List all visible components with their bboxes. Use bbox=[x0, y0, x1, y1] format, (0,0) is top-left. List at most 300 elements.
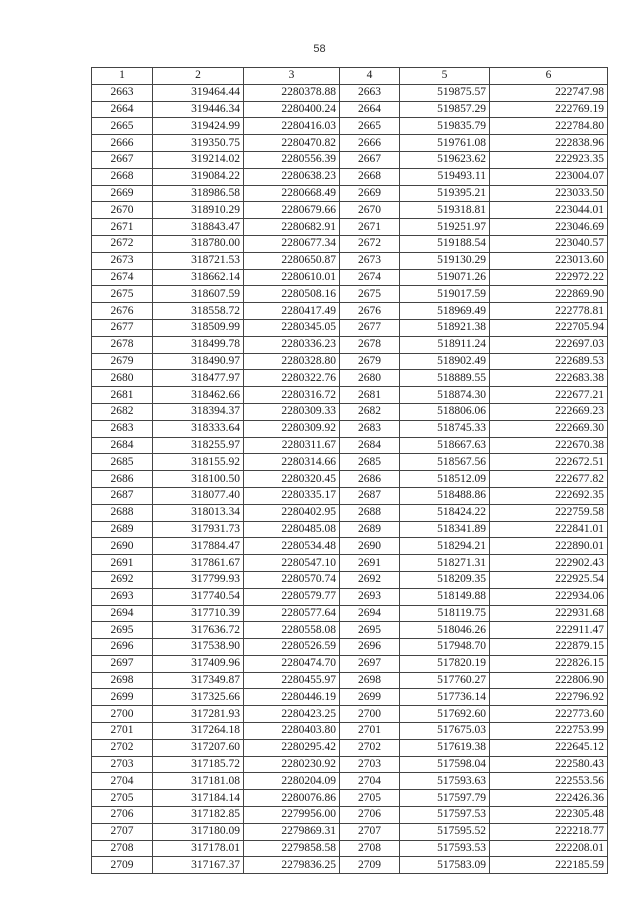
table-cell: 2689 bbox=[92, 521, 153, 538]
table-row bbox=[92, 370, 608, 387]
table-cell: 2681 bbox=[92, 387, 153, 404]
column-header: 1 bbox=[92, 68, 153, 85]
table-cell: 2680 bbox=[340, 370, 400, 387]
table-cell: 2698 bbox=[340, 672, 400, 689]
table-cell: 223004.07 bbox=[490, 168, 608, 185]
table-cell: 2701 bbox=[92, 723, 153, 740]
table-cell: 318910.29 bbox=[153, 202, 244, 219]
table-row bbox=[92, 319, 608, 336]
table-cell: 318558.72 bbox=[153, 303, 244, 320]
table-cell: 2700 bbox=[92, 706, 153, 723]
table-cell: 517597.53 bbox=[400, 807, 490, 824]
table-cell: 2674 bbox=[340, 269, 400, 286]
table-cell: 2693 bbox=[340, 588, 400, 605]
table-cell: 223040.57 bbox=[490, 235, 608, 252]
table-cell: 222911.47 bbox=[490, 622, 608, 639]
table-cell: 518874.30 bbox=[400, 387, 490, 404]
table-cell: 223046.69 bbox=[490, 219, 608, 236]
table-cell: 2664 bbox=[92, 101, 153, 118]
table-row bbox=[92, 739, 608, 756]
table-cell: 318499.78 bbox=[153, 336, 244, 353]
table-row bbox=[92, 807, 608, 824]
table-cell: 222669.23 bbox=[490, 403, 608, 420]
table-cell: 223013.60 bbox=[490, 252, 608, 269]
table-cell: 2671 bbox=[340, 219, 400, 236]
table-cell: 2279869.31 bbox=[244, 823, 340, 840]
table-cell: 518424.22 bbox=[400, 504, 490, 521]
table-cell: 2280526.59 bbox=[244, 639, 340, 656]
table-row bbox=[92, 269, 608, 286]
table-row bbox=[92, 168, 608, 185]
table-cell: 519835.79 bbox=[400, 118, 490, 135]
table-row bbox=[92, 437, 608, 454]
table-row bbox=[92, 185, 608, 202]
table-cell: 317180.09 bbox=[153, 823, 244, 840]
table-cell: 519130.29 bbox=[400, 252, 490, 269]
table-row bbox=[92, 605, 608, 622]
table-row bbox=[92, 840, 608, 857]
table-cell: 2703 bbox=[92, 756, 153, 773]
table-cell: 2280204.09 bbox=[244, 773, 340, 790]
table-row bbox=[92, 353, 608, 370]
table-cell: 317185.72 bbox=[153, 756, 244, 773]
table-cell: 2680 bbox=[92, 370, 153, 387]
table-cell: 222784.80 bbox=[490, 118, 608, 135]
table-cell: 317409.96 bbox=[153, 655, 244, 672]
table-cell: 2683 bbox=[92, 420, 153, 437]
column-header: 5 bbox=[400, 68, 490, 85]
table-cell: 2668 bbox=[340, 168, 400, 185]
table-cell: 223044.01 bbox=[490, 202, 608, 219]
table-cell: 518889.55 bbox=[400, 370, 490, 387]
coordinates-table bbox=[91, 67, 608, 874]
table-cell: 2704 bbox=[92, 773, 153, 790]
table-cell: 222796.92 bbox=[490, 689, 608, 706]
table-cell: 222705.94 bbox=[490, 319, 608, 336]
table-cell: 2280314.66 bbox=[244, 454, 340, 471]
table-row bbox=[92, 403, 608, 420]
table-row bbox=[92, 773, 608, 790]
table-cell: 2280446.19 bbox=[244, 689, 340, 706]
table-cell: 2280309.92 bbox=[244, 420, 340, 437]
table-cell: 518667.63 bbox=[400, 437, 490, 454]
table-cell: 222683.38 bbox=[490, 370, 608, 387]
table-cell: 222747.98 bbox=[490, 84, 608, 101]
table-cell: 518209.35 bbox=[400, 571, 490, 588]
table-cell: 2676 bbox=[340, 303, 400, 320]
table-row bbox=[92, 118, 608, 135]
table-cell: 518969.49 bbox=[400, 303, 490, 320]
table-cell: 222672.51 bbox=[490, 454, 608, 471]
table-cell: 319084.22 bbox=[153, 168, 244, 185]
table-cell: 317884.47 bbox=[153, 538, 244, 555]
table-row bbox=[92, 723, 608, 740]
table-row bbox=[92, 420, 608, 437]
table-cell: 317740.54 bbox=[153, 588, 244, 605]
table-cell: 317799.93 bbox=[153, 571, 244, 588]
table-cell: 518046.26 bbox=[400, 622, 490, 639]
table-cell: 2676 bbox=[92, 303, 153, 320]
table-cell: 2695 bbox=[92, 622, 153, 639]
table-cell: 2668 bbox=[92, 168, 153, 185]
table-cell: 318607.59 bbox=[153, 286, 244, 303]
table-cell: 2280470.82 bbox=[244, 135, 340, 152]
table-cell: 2692 bbox=[340, 571, 400, 588]
table-cell: 519395.21 bbox=[400, 185, 490, 202]
table-cell: 2694 bbox=[340, 605, 400, 622]
table-cell: 318780.00 bbox=[153, 235, 244, 252]
table-cell: 2694 bbox=[92, 605, 153, 622]
table-cell: 519493.11 bbox=[400, 168, 490, 185]
table-cell: 2692 bbox=[92, 571, 153, 588]
column-header: 2 bbox=[153, 68, 244, 85]
table-cell: 2672 bbox=[92, 235, 153, 252]
table-cell: 2663 bbox=[92, 84, 153, 101]
table-cell: 517593.63 bbox=[400, 773, 490, 790]
table-cell: 317184.14 bbox=[153, 790, 244, 807]
table-cell: 2707 bbox=[340, 823, 400, 840]
table-cell: 222778.81 bbox=[490, 303, 608, 320]
table-cell: 2280322.76 bbox=[244, 370, 340, 387]
table-cell: 2280403.80 bbox=[244, 723, 340, 740]
table-header-row bbox=[92, 68, 608, 85]
table-cell: 2280570.74 bbox=[244, 571, 340, 588]
table-cell: 2699 bbox=[340, 689, 400, 706]
table-cell: 2280682.91 bbox=[244, 219, 340, 236]
table-cell: 2682 bbox=[340, 403, 400, 420]
table-cell: 2671 bbox=[92, 219, 153, 236]
table-cell: 317349.87 bbox=[153, 672, 244, 689]
table-cell: 2672 bbox=[340, 235, 400, 252]
table-cell: 2280076.86 bbox=[244, 790, 340, 807]
table-cell: 317167.37 bbox=[153, 857, 244, 874]
table-cell: 222305.48 bbox=[490, 807, 608, 824]
table-row bbox=[92, 202, 608, 219]
table-cell: 2663 bbox=[340, 84, 400, 101]
table-cell: 2280638.23 bbox=[244, 168, 340, 185]
table-row bbox=[92, 672, 608, 689]
table-cell: 2280416.03 bbox=[244, 118, 340, 135]
table-cell: 2280378.88 bbox=[244, 84, 340, 101]
table-cell: 222826.15 bbox=[490, 655, 608, 672]
table-cell: 519318.81 bbox=[400, 202, 490, 219]
table-cell: 2664 bbox=[340, 101, 400, 118]
table-cell: 2280417.49 bbox=[244, 303, 340, 320]
table-cell: 2688 bbox=[92, 504, 153, 521]
table-row bbox=[92, 504, 608, 521]
table-cell: 2280485.08 bbox=[244, 521, 340, 538]
table-cell: 2280455.97 bbox=[244, 672, 340, 689]
table-row bbox=[92, 286, 608, 303]
table-cell: 2667 bbox=[92, 151, 153, 168]
table-cell: 2669 bbox=[92, 185, 153, 202]
table-cell: 518745.33 bbox=[400, 420, 490, 437]
table-cell: 2696 bbox=[340, 639, 400, 656]
table-cell: 317181.08 bbox=[153, 773, 244, 790]
table-cell: 317281.93 bbox=[153, 706, 244, 723]
table-cell: 2674 bbox=[92, 269, 153, 286]
table-cell: 517595.52 bbox=[400, 823, 490, 840]
table-cell: 222692.35 bbox=[490, 487, 608, 504]
table-cell: 222689.53 bbox=[490, 353, 608, 370]
table-cell: 2280295.42 bbox=[244, 739, 340, 756]
table-cell: 319446.34 bbox=[153, 101, 244, 118]
table-cell: 2280508.16 bbox=[244, 286, 340, 303]
table-cell: 517692.60 bbox=[400, 706, 490, 723]
table-cell: 2280345.05 bbox=[244, 319, 340, 336]
table-cell: 222773.60 bbox=[490, 706, 608, 723]
table-cell: 222841.01 bbox=[490, 521, 608, 538]
table-cell: 2665 bbox=[340, 118, 400, 135]
table-cell: 2280558.08 bbox=[244, 622, 340, 639]
table-cell: 2280610.01 bbox=[244, 269, 340, 286]
table-cell: 2666 bbox=[340, 135, 400, 152]
table-cell: 2703 bbox=[340, 756, 400, 773]
table-cell: 519071.26 bbox=[400, 269, 490, 286]
table-cell: 2691 bbox=[340, 555, 400, 572]
table-cell: 2686 bbox=[92, 471, 153, 488]
table-cell: 2704 bbox=[340, 773, 400, 790]
table-cell: 519017.59 bbox=[400, 286, 490, 303]
table-cell: 518271.31 bbox=[400, 555, 490, 572]
table-row bbox=[92, 521, 608, 538]
table-cell: 317182.85 bbox=[153, 807, 244, 824]
table-cell: 318100.50 bbox=[153, 471, 244, 488]
table-cell: 2280474.70 bbox=[244, 655, 340, 672]
table-cell: 319350.75 bbox=[153, 135, 244, 152]
table-cell: 2667 bbox=[340, 151, 400, 168]
table-cell: 319424.99 bbox=[153, 118, 244, 135]
table-row bbox=[92, 135, 608, 152]
table-cell: 222806.90 bbox=[490, 672, 608, 689]
table-cell: 518119.75 bbox=[400, 605, 490, 622]
table-cell: 318255.97 bbox=[153, 437, 244, 454]
table-cell: 222972.22 bbox=[490, 269, 608, 286]
column-header: 3 bbox=[244, 68, 340, 85]
table-cell: 517820.19 bbox=[400, 655, 490, 672]
table-cell: 2698 bbox=[92, 672, 153, 689]
table-cell: 2280577.64 bbox=[244, 605, 340, 622]
page-number: 58 bbox=[313, 43, 326, 55]
table-row bbox=[92, 151, 608, 168]
table-cell: 2702 bbox=[340, 739, 400, 756]
table-body bbox=[92, 84, 608, 873]
column-header: 4 bbox=[340, 68, 400, 85]
table-cell: 518294.21 bbox=[400, 538, 490, 555]
table-cell: 2697 bbox=[340, 655, 400, 672]
table-cell: 222669.30 bbox=[490, 420, 608, 437]
table-cell: 2280316.72 bbox=[244, 387, 340, 404]
table-cell: 2679 bbox=[340, 353, 400, 370]
table-cell: 222185.59 bbox=[490, 857, 608, 874]
table-cell: 317636.72 bbox=[153, 622, 244, 639]
table-cell: 318477.97 bbox=[153, 370, 244, 387]
table-cell: 2279858.58 bbox=[244, 840, 340, 857]
table-row bbox=[92, 219, 608, 236]
table-cell: 317931.73 bbox=[153, 521, 244, 538]
table-cell: 2677 bbox=[92, 319, 153, 336]
table-cell: 2699 bbox=[92, 689, 153, 706]
table-cell: 2669 bbox=[340, 185, 400, 202]
table-cell: 2697 bbox=[92, 655, 153, 672]
table-cell: 2280650.87 bbox=[244, 252, 340, 269]
table-cell: 518806.06 bbox=[400, 403, 490, 420]
table-cell: 518921.38 bbox=[400, 319, 490, 336]
table-cell: 2706 bbox=[340, 807, 400, 824]
table-row bbox=[92, 857, 608, 874]
table-row bbox=[92, 823, 608, 840]
table-cell: 317861.67 bbox=[153, 555, 244, 572]
table-row bbox=[92, 622, 608, 639]
table-cell: 2689 bbox=[340, 521, 400, 538]
table-cell: 2687 bbox=[92, 487, 153, 504]
table-row bbox=[92, 252, 608, 269]
table-cell: 222753.99 bbox=[490, 723, 608, 740]
table-cell: 2686 bbox=[340, 471, 400, 488]
table-cell: 2280679.66 bbox=[244, 202, 340, 219]
table-cell: 318077.40 bbox=[153, 487, 244, 504]
table-cell: 2673 bbox=[92, 252, 153, 269]
table-cell: 222838.96 bbox=[490, 135, 608, 152]
table-cell: 2280328.80 bbox=[244, 353, 340, 370]
table-cell: 2279956.00 bbox=[244, 807, 340, 824]
table-cell: 223033.50 bbox=[490, 185, 608, 202]
table-cell: 2675 bbox=[340, 286, 400, 303]
table-cell: 2684 bbox=[340, 437, 400, 454]
table-cell: 2678 bbox=[340, 336, 400, 353]
table-cell: 518512.09 bbox=[400, 471, 490, 488]
table-cell: 2280230.92 bbox=[244, 756, 340, 773]
table-cell: 519857.29 bbox=[400, 101, 490, 118]
table-cell: 317538.90 bbox=[153, 639, 244, 656]
table-cell: 2280320.45 bbox=[244, 471, 340, 488]
table-cell: 2705 bbox=[340, 790, 400, 807]
table-cell: 2678 bbox=[92, 336, 153, 353]
table-cell: 222902.43 bbox=[490, 555, 608, 572]
table-cell: 2705 bbox=[92, 790, 153, 807]
table-cell: 2709 bbox=[340, 857, 400, 874]
table-cell: 2665 bbox=[92, 118, 153, 135]
table-cell: 518911.24 bbox=[400, 336, 490, 353]
table-cell: 222677.21 bbox=[490, 387, 608, 404]
table-cell: 2691 bbox=[92, 555, 153, 572]
table-cell: 318843.47 bbox=[153, 219, 244, 236]
table-cell: 518567.56 bbox=[400, 454, 490, 471]
table-cell: 2280400.24 bbox=[244, 101, 340, 118]
table-cell: 222923.35 bbox=[490, 151, 608, 168]
table-cell: 319464.44 bbox=[153, 84, 244, 101]
table-cell: 222553.56 bbox=[490, 773, 608, 790]
table-row bbox=[92, 555, 608, 572]
table-cell: 319214.02 bbox=[153, 151, 244, 168]
table-row bbox=[92, 235, 608, 252]
table-cell: 518902.49 bbox=[400, 353, 490, 370]
table-cell: 318721.53 bbox=[153, 252, 244, 269]
table-cell: 2670 bbox=[340, 202, 400, 219]
table-cell: 318509.99 bbox=[153, 319, 244, 336]
table-cell: 2280311.67 bbox=[244, 437, 340, 454]
table-cell: 222931.68 bbox=[490, 605, 608, 622]
table-row bbox=[92, 706, 608, 723]
table-cell: 222677.82 bbox=[490, 471, 608, 488]
table-cell: 222869.90 bbox=[490, 286, 608, 303]
table-cell: 518149.88 bbox=[400, 588, 490, 605]
table-cell: 2280336.23 bbox=[244, 336, 340, 353]
table-cell: 222697.03 bbox=[490, 336, 608, 353]
table-cell: 317207.60 bbox=[153, 739, 244, 756]
table-cell: 222208.01 bbox=[490, 840, 608, 857]
table-cell: 2280668.49 bbox=[244, 185, 340, 202]
table-cell: 517593.53 bbox=[400, 840, 490, 857]
table-cell: 317325.66 bbox=[153, 689, 244, 706]
table-cell: 318490.97 bbox=[153, 353, 244, 370]
table-row bbox=[92, 790, 608, 807]
table-cell: 2677 bbox=[340, 319, 400, 336]
table-cell: 2695 bbox=[340, 622, 400, 639]
table-row bbox=[92, 571, 608, 588]
table-row bbox=[92, 588, 608, 605]
table-cell: 2280335.17 bbox=[244, 487, 340, 504]
table-cell: 2706 bbox=[92, 807, 153, 824]
table-cell: 222934.06 bbox=[490, 588, 608, 605]
table-cell: 2682 bbox=[92, 403, 153, 420]
table-cell: 318986.58 bbox=[153, 185, 244, 202]
table-cell: 222879.15 bbox=[490, 639, 608, 656]
table-cell: 2708 bbox=[92, 840, 153, 857]
table-row bbox=[92, 303, 608, 320]
table-cell: 222580.43 bbox=[490, 756, 608, 773]
table-cell: 517948.70 bbox=[400, 639, 490, 656]
table-cell: 2709 bbox=[92, 857, 153, 874]
table-cell: 222670.38 bbox=[490, 437, 608, 454]
table-cell: 2688 bbox=[340, 504, 400, 521]
table-cell: 318394.37 bbox=[153, 403, 244, 420]
table-cell: 2700 bbox=[340, 706, 400, 723]
table-cell: 2666 bbox=[92, 135, 153, 152]
table-cell: 517597.79 bbox=[400, 790, 490, 807]
table-cell: 517598.04 bbox=[400, 756, 490, 773]
table-cell: 222645.12 bbox=[490, 739, 608, 756]
table-cell: 2690 bbox=[92, 538, 153, 555]
table-cell: 2684 bbox=[92, 437, 153, 454]
table-cell: 2280309.33 bbox=[244, 403, 340, 420]
table-cell: 222426.36 bbox=[490, 790, 608, 807]
table-cell: 2681 bbox=[340, 387, 400, 404]
table-cell: 2696 bbox=[92, 639, 153, 656]
table-cell: 2280402.95 bbox=[244, 504, 340, 521]
table-cell: 317264.18 bbox=[153, 723, 244, 740]
table-cell: 517736.14 bbox=[400, 689, 490, 706]
table-cell: 2280423.25 bbox=[244, 706, 340, 723]
table-cell: 2679 bbox=[92, 353, 153, 370]
table-cell: 2279836.25 bbox=[244, 857, 340, 874]
table-cell: 2693 bbox=[92, 588, 153, 605]
column-header: 6 bbox=[490, 68, 608, 85]
table-cell: 318462.66 bbox=[153, 387, 244, 404]
table-row bbox=[92, 84, 608, 101]
table-cell: 2685 bbox=[340, 454, 400, 471]
table-cell: 318013.34 bbox=[153, 504, 244, 521]
table-row bbox=[92, 689, 608, 706]
table-cell: 222769.19 bbox=[490, 101, 608, 118]
table-cell: 2280534.48 bbox=[244, 538, 340, 555]
table-cell: 222890.01 bbox=[490, 538, 608, 555]
table-cell: 519188.54 bbox=[400, 235, 490, 252]
table-cell: 2683 bbox=[340, 420, 400, 437]
table-cell: 2685 bbox=[92, 454, 153, 471]
table-cell: 518488.86 bbox=[400, 487, 490, 504]
table-cell: 519623.62 bbox=[400, 151, 490, 168]
